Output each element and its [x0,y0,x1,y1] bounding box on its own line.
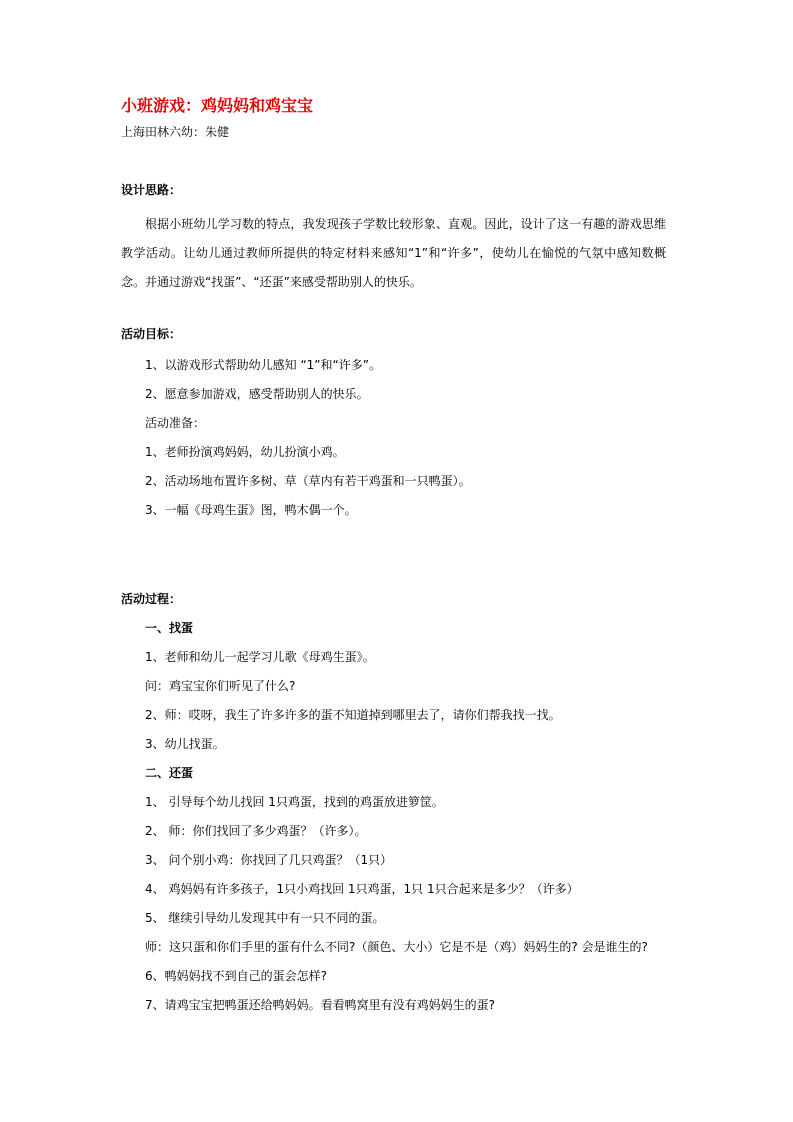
part2-item-2: 2、 师：你们找回了多少鸡蛋？（许多）。 [145,824,367,838]
design-heading: 设计思路： [121,183,182,197]
part1-item-2: 问：鸡宝宝你们听见了什么? [145,679,296,693]
part2-item-8: 7、请鸡宝宝把鸭蛋还给鸭妈妈。看看鸭窝里有没有鸡妈妈生的蛋? [145,998,496,1012]
document-title: 小班游戏：鸡妈妈和鸡宝宝 [121,96,314,115]
process-heading: 活动过程： [121,592,182,606]
part2-item-1: 1、 引导每个幼儿找回 1只鸡蛋，找到的鸡蛋放进箩筐。 [145,795,444,809]
author-line: 上海田林六幼：朱健 [121,125,230,139]
part2-heading: 二、还蛋 [145,766,194,780]
part1-item-4: 3、幼儿找蛋。 [145,737,225,751]
goal-item-1: 1、以游戏形式帮助幼儿感知 “1”和“许多”。 [145,358,381,372]
prep-item-3: 3、一幅《母鸡生蛋》图，鸭木偶一个。 [145,503,357,517]
part2-item-4: 4、 鸡妈妈有许多孩子，1只小鸡找回 1只鸡蛋，1只 1只合起来是多少？（许多） [145,882,579,896]
part2-item-3: 3、 问个别小鸡：你找回了几只鸡蛋？（1只） [145,853,393,867]
goals-heading: 活动目标： [121,327,182,341]
part1-item-3: 2、师：哎呀，我生了许多许多的蛋不知道掉到哪里去了，请你们帮我找一找。 [145,708,561,722]
goal-item-2: 2、愿意参加游戏，感受帮助别人的快乐。 [145,387,369,401]
prep-heading: 活动准备： [145,416,206,430]
part1-item-1: 1、老师和幼儿一起学习儿歌《母鸡生蛋》。 [145,650,375,664]
part2-item-5: 5、 继续引导幼儿发现其中有一只不同的蛋。 [145,911,385,925]
part1-heading: 一、找蛋 [145,621,194,635]
part2-item-7: 6、鸭妈妈找不到自己的蛋会怎样? [145,969,328,983]
part2-item-6: 师：这只蛋和你们手里的蛋有什么不同?（颜色、大小）它是不是（鸡）妈妈生的? 会是谁生的? [145,940,648,954]
design-paragraph: 根据小班幼儿学习数的特点，我发现孩子学数比较形象、直观。因此，设计了这一有趣的游戏思维教学活动。让幼儿通过教师所提供的特定材料来感知“1”和“许多”，使幼儿在愉悦的气氛中感知数概念。并通过游戏“找蛋”、“还蛋”来感受帮助别人的快乐。 [121,217,666,289]
prep-item-2: 2、活动场地布置许多树、草（草内有若干鸡蛋和一只鸭蛋）。 [145,474,471,488]
prep-item-1: 1、老师扮演鸡妈妈，幼儿扮演小鸡。 [145,445,345,459]
